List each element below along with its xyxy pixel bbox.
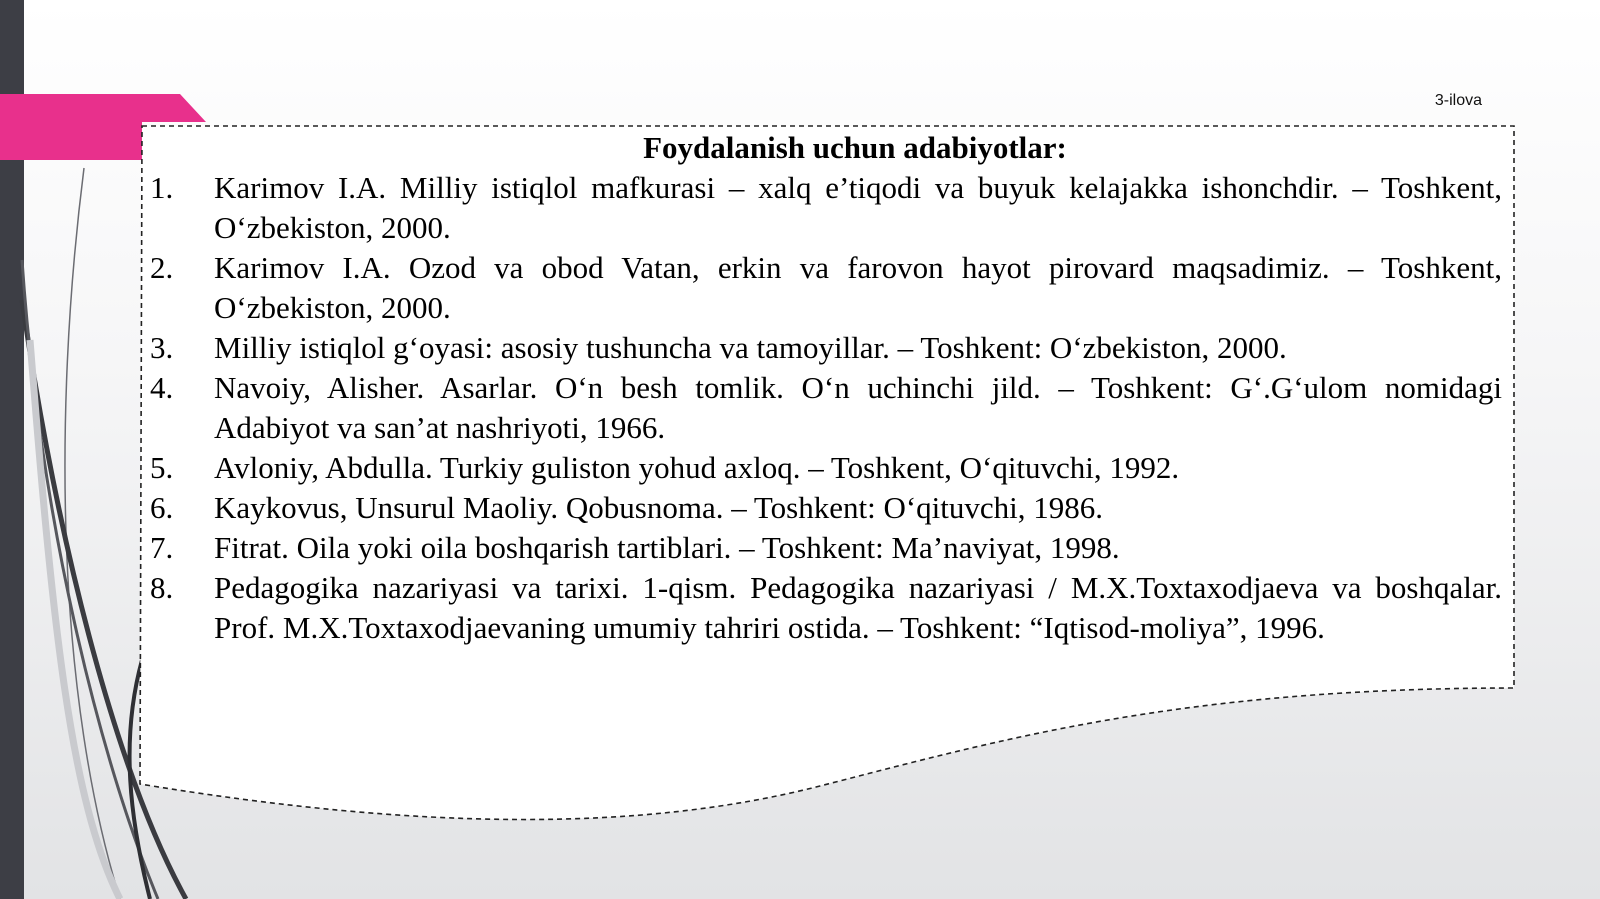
reference-item-2 (150, 248, 1502, 328)
reference-text: Karimov I.A. Ozod va obod Vatan, erkin va farovon hayot pirovard maqsadimiz. – Toshkent, O‘zbekiston, 2000. (214, 250, 1502, 325)
reference-item-1 (150, 168, 1502, 248)
reference-item-4 (150, 368, 1502, 448)
reference-number: 2. (150, 250, 174, 285)
reference-text: Milliy istiqlol g‘oyasi: asosiy tushuncha va tamoyillar. – Toshkent: O‘zbekiston, 2000. (214, 330, 1287, 365)
reference-text: Kaykovus, Unsurul Maoliy. Qobusnoma. – Toshkent: O‘qituvchi, 1986. (214, 490, 1104, 525)
reference-item-6 (150, 488, 1502, 528)
reference-number: 5. (150, 450, 174, 485)
reference-text: Navoiy, Alisher. Asarlar. O‘n besh tomlik. O‘n uchinchi jild. – Toshkent: G‘.G‘ulom nomidagi Adabiyot va san’at nashriyoti, 1966. (214, 370, 1502, 445)
reference-text: Karimov I.A. Milliy istiqlol mafkurasi – xalq e’tiqodi va buyuk kelajakka ishonchdir. – Toshkent, O‘zbekiston, 2000. (214, 170, 1502, 245)
reference-number: 8. (150, 570, 174, 605)
references-content (150, 128, 1502, 648)
reference-number: 4. (150, 370, 174, 405)
reference-number: 1. (150, 170, 174, 205)
reference-item-7 (150, 528, 1502, 568)
reference-text: Fitrat. Oila yoki oila boshqarish tartiblari. – Toshkent: Ma’naviyat, 1998. (214, 530, 1120, 565)
reference-item-8 (150, 568, 1502, 648)
reference-list (150, 168, 1502, 648)
reference-number: 3. (150, 330, 174, 365)
reference-item-3 (150, 328, 1502, 368)
reference-number: 6. (150, 490, 174, 525)
deco-curve-1 (65, 168, 120, 899)
reference-text: Avloniy, Abdulla. Turkiy guliston yohud axloq. – Toshkent, O‘qituvchi, 1992. (214, 450, 1180, 485)
page-label: 3-ilova (1434, 92, 1482, 109)
reference-text: Pedagogika nazariyasi va tarixi. 1-qism. Pedagogika nazariyasi / M.X.Toxtaxodjaeva va boshqalar. Prof. M.X.Toxtaxodjaevaning umumiy tahriri ostida. – Toshkent: “Iqtisod-moliya”, 1996. (214, 570, 1502, 645)
reference-number: 7. (150, 530, 174, 565)
reference-item-5 (150, 448, 1502, 488)
page-title: Foydalanish uchun adabiyotlar: (643, 130, 1067, 165)
